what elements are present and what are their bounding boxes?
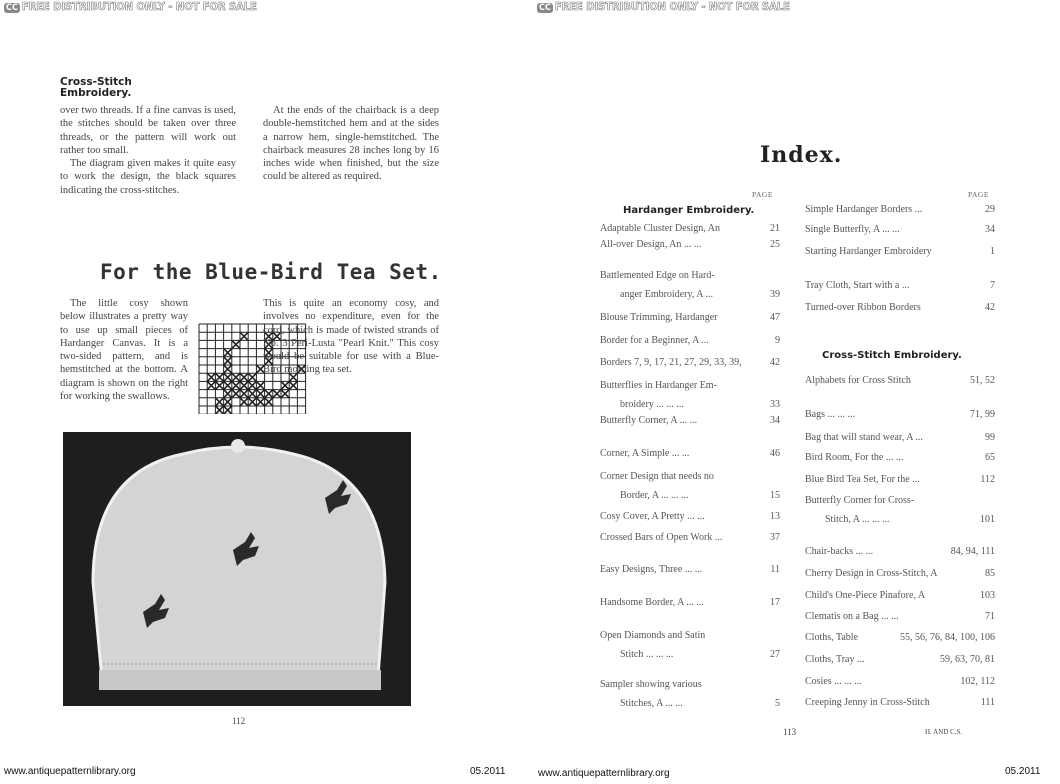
cross-stitch-mark [224,365,232,373]
intro-left: The little cosy shown below illustrates a pretty way to use up small pieces of Hardanger Canvas. It is a two-sided pattern, and is hemstitched at the bottom. A diagram is shown on the right for working the swallows. [60,298,188,403]
paragraph: over two threads. If a fine canvas is used, the stitches should be taken over three threads, or the pattern will work out rather too small. [60,105,236,156]
index-entry-title: Bag that will stand wear, A ... [805,432,923,443]
page-number-left: 112 [232,716,246,726]
index-entry-title: Sampler showing various [600,679,702,690]
index-entry-title: Bird Room, For the ... ... [805,452,904,463]
index-entry [600,471,780,482]
index-entry [600,679,780,690]
index-entry [600,511,780,522]
index-entry-title: Adaptable Cluster Design, An [600,223,720,234]
index-entry-page: 33 [770,399,780,410]
crossstitch-heading: Cross-Stitch Embroidery. [822,350,962,361]
index-entry-title: Clematis on a Bag ... ... [805,611,899,622]
index-entry-title: Tray Cloth, Start with a ... [805,280,910,291]
cc-logo-icon: CC [539,3,551,13]
index-entry-title: Child's One-Piece Pinafore, A [805,590,926,601]
index-entry [805,280,995,291]
index-entry [600,239,780,250]
index-entry-title: Handsome Border, A ... ... [600,597,704,608]
cross-stitch-mark [281,390,289,398]
col2-text: At the ends of the chairback is a deep double-hemstitched hem and at the sides a narrow hem, single-hemstitched. The chairback measures 28 inches long by 16 inches wide when finished, but the size could be altered as required. [263,105,439,183]
index-entry-title: Butterfly Corner for Cross- [805,495,915,506]
cross-stitch-mark [207,381,215,389]
index-entry [805,495,995,506]
index-entry-title: Crossed Bars of Open Work ... [600,532,723,543]
cross-stitch-mark [224,406,232,414]
index-entry [600,380,780,391]
index-entry-title: Borders 7, 9, 17, 21, 27, 29, 33, 39, [600,357,742,368]
index-entry-page: 101 [980,514,995,525]
index-entry-page: 59, 63, 70, 81 [940,654,995,665]
index-entry-title: All-over Design, An ... ... [600,239,702,250]
index-entry-title: Easy Designs, Three ... ... [600,564,703,575]
index-entry-page: 21 [770,223,780,234]
index-entry-title: Single Butterfly, A ... ... [805,224,900,235]
page-number-right: 113 [783,727,797,737]
index-entry [805,204,995,215]
index-entry-title: Cosy Cover, A Pretty ... ... [600,511,705,522]
footer-date-left: 05.2011 [470,766,506,777]
cross-stitch-mark [232,390,240,398]
index-entry [600,335,780,346]
index-entry-page: 85 [985,568,995,579]
index-entry-page: 7 [990,280,995,291]
index-entry-title: Creeping Jenny in Cross-Stitch [805,697,930,708]
index-entry-page: 112 [980,474,995,485]
index-entry-title: Turned-over Ribbon Borders [805,302,921,313]
index-entry-title: Cherry Design in Cross-Stitch, A [805,568,938,579]
publisher-mark: H. AND C.S. [925,728,963,736]
index-entry [805,697,995,708]
cross-stitch-mark [232,381,240,389]
index-entry-page: 46 [770,448,780,459]
cross-stitch-mark [224,373,232,381]
section-header [60,77,132,99]
index-entry [805,590,995,601]
index-title: Index. [760,142,843,168]
index-entry-title: Corner, A Simple ... ... [600,448,690,459]
index-entry-title: Blouse Trimming, Hardanger [600,312,718,323]
article-title: For the Blue-Bird Tea Set. [100,260,442,284]
cross-stitch-mark [240,398,248,406]
index-entry-page: 102, 112 [960,676,995,687]
index-entry-page: 37 [770,532,780,543]
index-entry-page: 42 [985,302,995,313]
index-entry [805,474,995,485]
intro-right [263,297,439,377]
index-entry-page: 9 [775,335,780,346]
index-entry [805,432,995,443]
index-entry-cont: Stitches, A ... ... [620,698,683,709]
index-entry [600,597,780,608]
cross-stitch-mark [215,373,223,381]
cross-stitch-mark [248,390,256,398]
index-entry-page: 13 [770,511,780,522]
index-entry-title: Battlemented Edge on Hard- [600,270,715,281]
index-entry [805,224,995,235]
index-entry-page: 42 [770,357,780,368]
index-entry-cont: Border, A ... ... ... [620,490,689,501]
index-entry-page: 34 [985,224,995,235]
cross-stitch-mark [248,381,256,389]
cross-stitch-mark [224,357,232,365]
footer-site-right: www.antiquepatternlibrary.org [538,768,670,779]
cross-stitch-mark [273,390,281,398]
index-entry-title: Cloths, Table [805,632,859,643]
paragraph: This is quite an economy cosy, and involves no expenditure, even for the cord, which is made of twisted strands of No. 3 Peri-Lusta "Pearl Knit." This cosy would be suitable for use with a Blue-Bird morning tea set. [263,298,439,376]
cross-stitch-mark [224,381,232,389]
index-entry [805,375,995,386]
banner-text: FREE DISTRIBUTION ONLY - NOT FOR SALE [554,0,790,13]
index-entry-page: 55, 56, 76, 84, 100, 106 [900,632,995,643]
index-entry [805,632,995,643]
index-entry-page: 51, 52 [970,375,995,386]
index-entry-page: 34 [770,415,780,426]
index-entry-page: 39 [770,289,780,300]
cross-stitch-mark [240,373,248,381]
index-entry-title: Corner Design that needs no [600,471,714,482]
index-entry-cont: Stitch ... ... ... [620,649,674,660]
index-entry-title: Butterfly Corner, A ... ... [600,415,698,426]
cross-stitch-mark [240,381,248,389]
cross-stitch-mark [265,398,273,406]
page-column-label: PAGE [968,190,989,199]
index-entry-cont: broidery ... ... ... [620,399,684,410]
index-entry-page: 71, 99 [970,409,995,420]
cross-stitch-mark [265,390,273,398]
index-entry [600,270,780,281]
index-entry-title: Border for a Beginner, A ... [600,335,709,346]
cc-logo-icon: CC [6,3,18,13]
index-entry-continued [620,399,780,410]
index-entry-continued [620,649,780,660]
paragraph: The diagram given makes it quite easy to work the design, the black squares indicating the cross-stitches. [60,158,236,196]
distribution-banner-right [537,0,790,14]
index-entry-page: 47 [770,312,780,323]
cross-stitch-mark [224,349,232,357]
index-entry-page: 71 [985,611,995,622]
cross-stitch-mark [281,381,289,389]
cross-stitch-mark [215,398,223,406]
index-entry-page: 111 [980,697,995,708]
index-entry [600,564,780,575]
cross-stitch-mark [215,406,223,414]
distribution-banner-left [4,0,257,14]
section-header-line: Embroidery. [60,87,132,99]
col1-text [60,104,236,197]
hardanger-heading: Hardanger Embroidery. [623,205,755,216]
section-header-line: Cross-Stitch [60,76,132,88]
index-entry-title: Cosies ... ... ... [805,676,862,687]
index-entry [600,357,780,368]
cross-stitch-mark [256,398,264,406]
index-entry-cont: Stitch, A ... ... ... [825,514,890,525]
index-entry [805,246,995,257]
index-entry [805,452,995,463]
index-entry-title: Alphabets for Cross Stitch [805,375,911,386]
cross-stitch-mark [232,340,240,348]
index-entry [805,676,995,687]
cross-stitch-mark [256,381,264,389]
index-entry-title: Bags ... ... ... [805,409,855,420]
index-entry-continued [825,514,995,525]
index-entry-page: 65 [985,452,995,463]
cross-stitch-mark [215,381,223,389]
cross-stitch-mark [248,373,256,381]
index-entry [805,568,995,579]
footer-site-left: www.antiquepatternlibrary.org [4,766,136,777]
index-entry [805,611,995,622]
index-entry-page: 84, 94, 111 [950,546,995,557]
index-entry [805,654,995,665]
index-entry [600,223,780,234]
index-entry-page: 5 [775,698,780,709]
index-entry [805,546,995,557]
index-entry [600,630,780,641]
index-entry-title: Chair-backs ... ... [805,546,874,557]
index-entry-page: 25 [770,239,780,250]
index-entry [600,448,780,459]
index-entry-cont: anger Embroidery, A ... [620,289,713,300]
index-entry [805,409,995,420]
index-entry-page: 103 [980,590,995,601]
index-entry-page: 27 [770,649,780,660]
index-entry [600,312,780,323]
cross-stitch-mark [248,398,256,406]
index-entry-continued [620,490,780,501]
index-entry [805,302,995,313]
cross-stitch-mark [224,390,232,398]
tea-cosy-photo [63,432,411,706]
index-entry-page: 17 [770,597,780,608]
index-entry-continued [620,698,780,709]
index-entry-page: 29 [985,204,995,215]
cross-stitch-mark [256,390,264,398]
index-entry-title: Blue Bird Tea Set, For the ... [805,474,920,485]
index-entry-page: 11 [770,564,780,575]
index-entry-page: 1 [990,246,995,257]
index-entry [600,415,780,426]
index-entry-title: Simple Hardanger Borders ... [805,204,923,215]
index-entry-title: Cloths, Tray ... [805,654,865,665]
index-entry [600,532,780,543]
cross-stitch-mark [224,398,232,406]
index-entry-continued [620,289,780,300]
cross-stitch-mark [207,373,215,381]
cross-stitch-mark [232,373,240,381]
index-entry-title: Starting Hardanger Embroidery [805,246,932,257]
banner-text: FREE DISTRIBUTION ONLY - NOT FOR SALE [21,0,257,13]
index-entry-page: 99 [985,432,995,443]
cross-stitch-mark [240,390,248,398]
index-entry-title: Butterflies in Hardanger Em- [600,380,717,391]
footer-date-right: 05.2011 [1005,766,1041,777]
cross-stitch-mark [289,381,297,389]
index-entry-title: Open Diamonds and Satin [600,630,706,641]
index-entry-page: 15 [770,490,780,501]
page-column-label: PAGE [752,190,773,199]
cross-stitch-mark [240,332,248,340]
